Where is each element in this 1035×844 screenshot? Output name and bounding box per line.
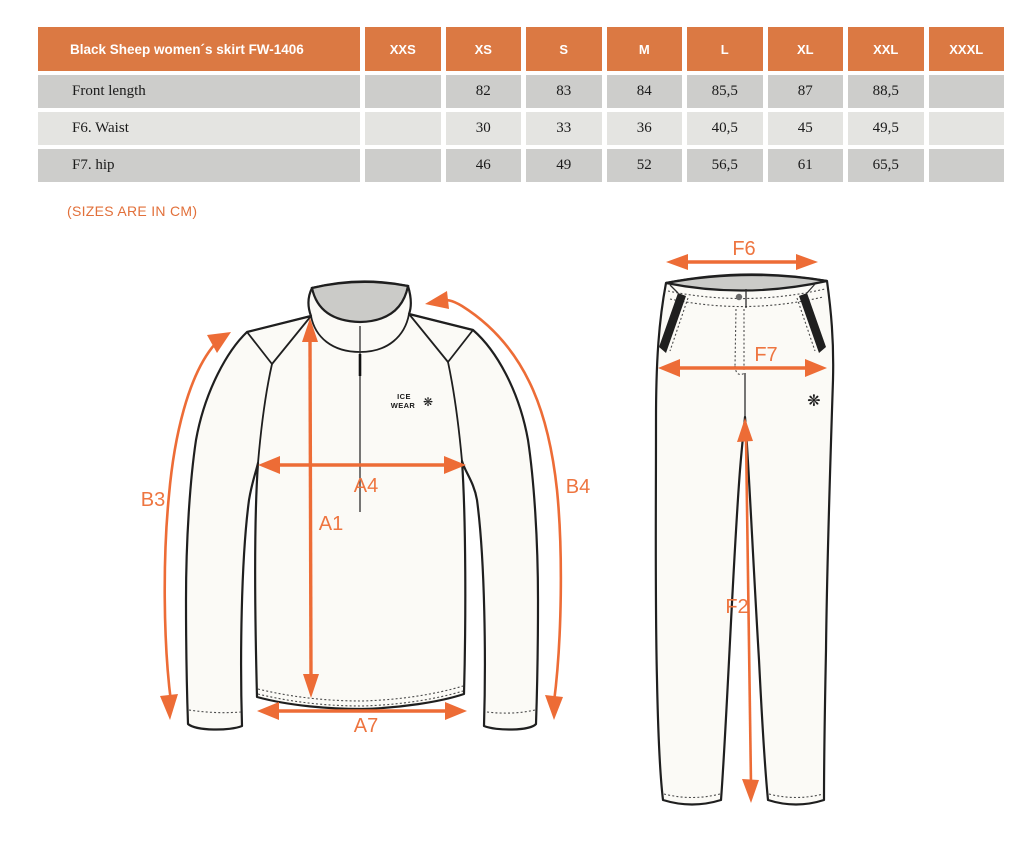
- measure-label-b4: B4: [565, 476, 591, 498]
- table-cell: 40,5: [687, 112, 763, 145]
- column-header-m: M: [607, 27, 683, 71]
- table-cell: [929, 149, 1005, 182]
- table-cell: 49,5: [848, 112, 924, 145]
- row-label-front-length: Front length: [38, 75, 360, 108]
- waist-button: [736, 294, 742, 300]
- row-label-waist: F6. Waist: [38, 112, 360, 145]
- measure-label-f7: F7: [754, 344, 778, 366]
- table-cell: [365, 112, 441, 145]
- table-cell: 83: [526, 75, 602, 108]
- sizes-unit-note: (SIZES ARE IN CM): [67, 203, 198, 219]
- measure-label-f2: F2: [725, 596, 749, 618]
- column-header-l: L: [687, 27, 763, 71]
- table-cell: [929, 75, 1005, 108]
- table-cell: 56,5: [687, 149, 763, 182]
- column-header-xs: XS: [446, 27, 522, 71]
- table-cell: [365, 149, 441, 182]
- logo-snowflake-icon: ❋: [422, 395, 434, 409]
- garment-measurement-diagram: [0, 230, 1035, 844]
- column-header-s: S: [526, 27, 602, 71]
- measure-label-a4: A4: [353, 475, 379, 497]
- column-header-xxl: XXL: [848, 27, 924, 71]
- measure-label-a7: A7: [353, 715, 379, 737]
- measure-label-b3: B3: [140, 489, 166, 511]
- column-header-xxs: XXS: [365, 27, 441, 71]
- table-cell: 30: [446, 112, 522, 145]
- table-cell: 85,5: [687, 75, 763, 108]
- table-cell: 84: [607, 75, 683, 108]
- table-title: Black Sheep women´s skirt FW-1406: [38, 27, 360, 71]
- table-cell: 87: [768, 75, 844, 108]
- table-cell: 61: [768, 149, 844, 182]
- shirt-drawing: [141, 281, 590, 737]
- measure-label-f6: F6: [732, 238, 756, 260]
- table-cell: 65,5: [848, 149, 924, 182]
- logo-text-wear: WEAR: [390, 401, 416, 410]
- table-cell: 36: [607, 112, 683, 145]
- table-cell: 52: [607, 149, 683, 182]
- table-cell: 49: [526, 149, 602, 182]
- measure-label-a1: A1: [318, 513, 344, 535]
- column-header-xxxl: XXXL: [929, 27, 1005, 71]
- pants-measure-f6: [666, 238, 818, 270]
- pants-snowflake-icon: ❋: [807, 391, 821, 410]
- table-cell: 33: [526, 112, 602, 145]
- table-cell: [365, 75, 441, 108]
- logo-text-ice: ICE: [397, 392, 411, 401]
- size-table: [38, 27, 1004, 182]
- column-header-xl: XL: [768, 27, 844, 71]
- table-cell: 88,5: [848, 75, 924, 108]
- row-label-hip: F7. hip: [38, 149, 360, 182]
- table-cell: 82: [446, 75, 522, 108]
- table-cell: [929, 112, 1005, 145]
- table-cell: 46: [446, 149, 522, 182]
- pants-drawing: [656, 238, 833, 805]
- table-cell: 45: [768, 112, 844, 145]
